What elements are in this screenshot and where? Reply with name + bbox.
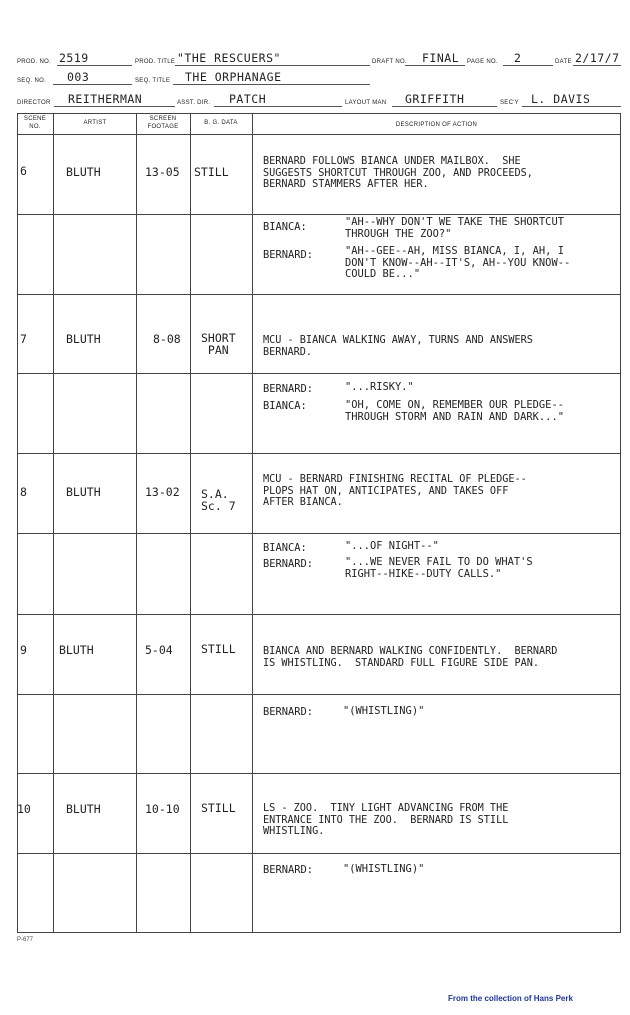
dialogue-line: "(WHISTLING)" [343, 863, 425, 875]
seq-title: THE ORPHANAGE [185, 70, 282, 84]
scene-artist: BLUTH [66, 802, 101, 816]
scene-artist: BLUTH [66, 485, 101, 499]
draft-no: FINAL [422, 51, 460, 65]
dialogue-line: "(WHISTLING)" [343, 705, 425, 717]
scene-action: BERNARD FOLLOWS BIANCA UNDER MAILBOX. SHE SUGGESTS SHORTCUT THROUGH ZOO, AND PROCEEDS, BERNARD STAMMERS AFTER HER. [263, 156, 533, 190]
date: 2/17/7 [575, 51, 620, 65]
secy: L. DAVIS [531, 92, 591, 106]
dialogue-line: "...RISKY." [345, 381, 414, 393]
prod-title: "THE RESCUERS" [177, 51, 281, 65]
header-row-crew [17, 89, 622, 109]
scene-artist: BLUTH [66, 332, 101, 346]
dialogue-line: "...WE NEVER FAIL TO DO WHAT'S RIGHT--HIKE--DUTY CALLS." [345, 556, 533, 580]
scene-bg-data: SHORT PAN [201, 331, 236, 357]
dialogue-speaker: BERNARD: [263, 864, 314, 876]
dialogue-line: "OH, COME ON, REMEMBER OUR PLEDGE-- THROUGH STORM AND RAIN AND DARK..." [345, 399, 564, 423]
layout-man: GRIFFITH [405, 92, 465, 106]
scene-bg-data: S.A. Sc. 7 [201, 487, 236, 513]
dialogue-line: "AH--GEE--AH, MISS BIANCA, I, AH, I DON'T KNOW--AH--IT'S, AH--YOU KNOW-- COULD BE..." [345, 245, 571, 280]
asst-dir: PATCH [229, 92, 267, 106]
scene-action: BIANCA AND BERNARD WALKING CONFIDENTLY. BERNARD IS WHISTLING. STANDARD FULL FIGURE SIDE PAN. [263, 646, 558, 669]
draft-no-label: DRAFT NO. [372, 59, 407, 65]
scene-action: MCU - BIANCA WALKING AWAY, TURNS AND ANSWERS BERNARD. [263, 335, 533, 358]
scene-footage: 8-08 [153, 332, 181, 346]
page-no: 2 [514, 51, 522, 65]
scene-artist: BLUTH [59, 643, 94, 657]
layout-man-label: LAYOUT MAN [345, 100, 387, 106]
scene-action: MCU - BERNARD FINISHING RECITAL OF PLEDGE-- PLOPS HAT ON, ANTICIPATES, AND TAKES OFF AFTER BIANCA. [263, 474, 527, 508]
dialogue-line: "...OF NIGHT--" [345, 540, 439, 552]
col-description: DESCRIPTION OF ACTION [395, 122, 478, 128]
dialogue-speaker: BIANCA: [263, 542, 307, 554]
dialogue-line: "AH--WHY DON'T WE TAKE THE SHORTCUT THROUGH THE ZOO?" [345, 216, 564, 240]
dialogue-speaker: BERNARD: [263, 383, 314, 395]
header-row-sequence [17, 67, 622, 87]
scene-number: 9 [20, 643, 27, 657]
scene-artist: BLUTH [66, 165, 101, 179]
scene-number: 6 [20, 164, 27, 178]
collection-credit: From the collection of Hans Perk [448, 994, 573, 1003]
asst-dir-label: ASST. DIR. [177, 100, 211, 106]
scene-number: 10 [17, 802, 31, 816]
dialogue-speaker: BERNARD: [263, 558, 314, 570]
secy-label: SEC'Y [500, 100, 519, 106]
seq-no: 003 [67, 70, 90, 84]
header-row-production [17, 48, 622, 68]
scene-bg-data: STILL [201, 801, 236, 815]
scene-footage: 10-10 [145, 802, 180, 816]
dialogue-speaker: BIANCA: [263, 221, 307, 233]
action-table [17, 113, 621, 933]
prod-title-label: PROD. TITLE [135, 59, 176, 65]
scene-number: 8 [20, 485, 27, 499]
scene-footage: 13-02 [145, 485, 180, 499]
date-label: DATE [555, 59, 572, 65]
scene-footage: 13-05 [145, 165, 180, 179]
scene-bg-data: STILL [201, 642, 236, 656]
scene-action: LS - ZOO. TINY LIGHT ADVANCING FROM THE ENTRANCE INTO THE ZOO. BERNARD IS STILL WHISTLING. [263, 803, 509, 837]
seq-title-label: SEQ. TITLE [135, 78, 171, 84]
form-number: P-677 [17, 937, 34, 943]
col-scene-no: SCENE NO. [23, 116, 47, 130]
director: REITHERMAN [68, 92, 143, 106]
scene-number: 7 [20, 332, 27, 346]
director-label: DIRECTOR [17, 100, 51, 106]
prod-no-label: PROD. NO. [17, 59, 52, 65]
page-no-label: PAGE NO. [467, 59, 498, 65]
scene-bg-data: STILL [194, 165, 229, 179]
col-artist: ARTIST [83, 120, 107, 126]
col-bg-data: B. G. DATA [204, 120, 238, 126]
prod-no: 2519 [59, 51, 89, 65]
scene-footage: 5-04 [145, 643, 173, 657]
dialogue-speaker: BERNARD: [263, 249, 314, 261]
col-screen-footage: SCREEN FOOTAGE [147, 116, 179, 130]
dialogue-speaker: BERNARD: [263, 706, 314, 718]
dialogue-speaker: BIANCA: [263, 400, 307, 412]
seq-no-label: SEQ. NO. [17, 78, 47, 84]
